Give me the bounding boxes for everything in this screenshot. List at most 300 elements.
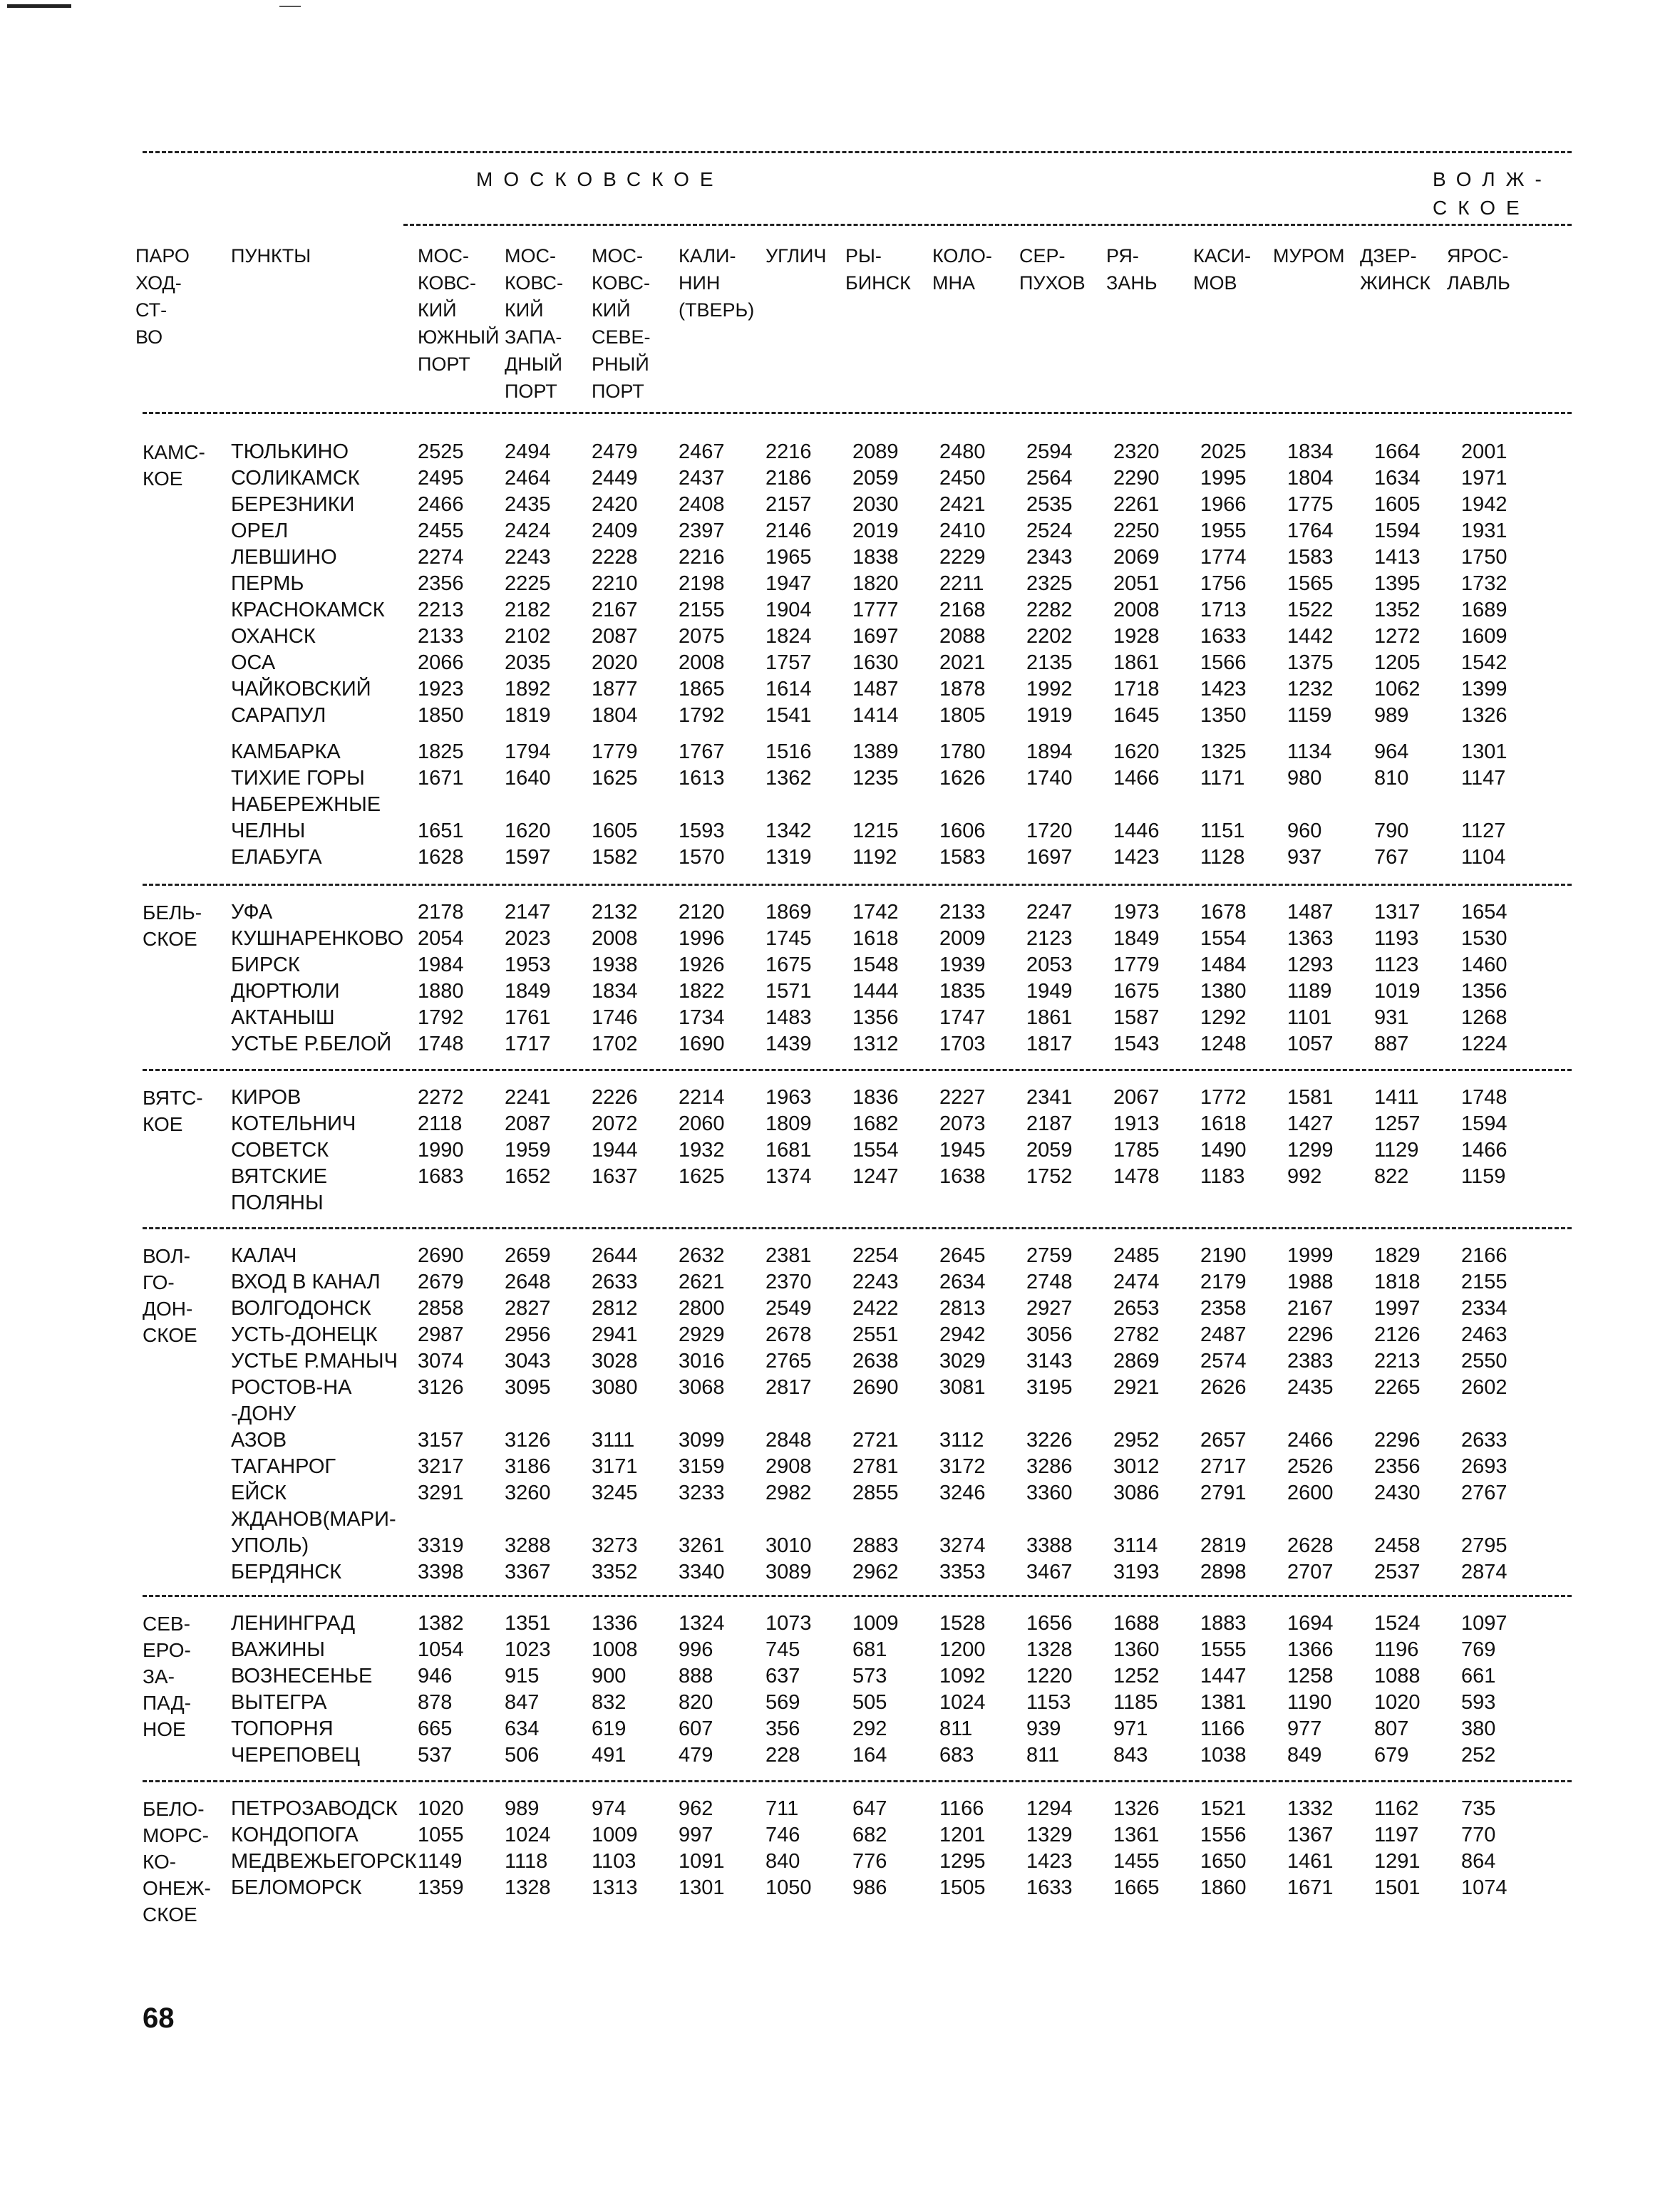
distance-cell: 1732	[1461, 572, 1507, 595]
distance-cell: 1395	[1374, 572, 1421, 595]
distance-cell: 1597	[505, 846, 551, 869]
distance-cell: 2817	[766, 1376, 812, 1399]
point-name: БЕЛОМОРСК	[231, 1876, 362, 1899]
section-rule	[143, 1069, 1572, 1071]
distance-cell: 1009	[852, 1612, 899, 1635]
distance-cell: 1747	[939, 1006, 986, 1029]
distance-cell: 3080	[592, 1376, 638, 1399]
distance-cell: 1555	[1200, 1638, 1247, 1661]
distance-cell: 1761	[505, 1006, 551, 1029]
table-row	[143, 1875, 1589, 1901]
table-row	[143, 1480, 1589, 1506]
distance-cell: 3086	[1113, 1482, 1160, 1504]
distance-cell: 2813	[939, 1297, 986, 1320]
distance-cell: 3143	[1026, 1350, 1073, 1373]
distance-cell: 2464	[505, 467, 551, 490]
table-row	[143, 703, 1589, 729]
distance-cell: 2987	[418, 1323, 464, 1346]
distance-cell: 1919	[1026, 704, 1073, 727]
distance-cell: 2167	[592, 599, 638, 621]
distance-cell: 1750	[1461, 546, 1507, 569]
distance-cell: 1423	[1113, 846, 1160, 869]
point-name: ОХАНСК	[231, 625, 316, 648]
distance-cell: 2250	[1113, 520, 1160, 542]
distance-cell: 537	[418, 1744, 453, 1767]
table-row	[143, 1637, 1589, 1663]
point-name: ВОЛГОДОНСК	[231, 1297, 371, 1320]
col-header-9: РЯ- ЗАНЬ	[1106, 245, 1158, 294]
distance-cell: 790	[1374, 820, 1409, 842]
distance-cell: 2463	[1461, 1323, 1507, 1346]
distance-cell: 2410	[939, 520, 986, 542]
distance-cell: 2075	[679, 625, 725, 648]
distance-cell: 661	[1461, 1665, 1496, 1688]
distance-cell: 2179	[1200, 1271, 1247, 1293]
col-header-13: ЯРОС- ЛАВЛЬ	[1447, 245, 1510, 294]
table-row	[143, 1085, 1589, 1111]
distance-cell: 1869	[766, 901, 812, 924]
distance-cell: 1834	[592, 980, 638, 1003]
distance-cell: 2653	[1113, 1297, 1160, 1320]
distance-cell: 2982	[766, 1482, 812, 1504]
distance-cell: 1654	[1461, 901, 1507, 924]
distance-cell: 1326	[1113, 1797, 1160, 1820]
distance-cell: 2023	[505, 927, 551, 950]
distance-cell: 2087	[592, 625, 638, 648]
distance-cell: 2795	[1461, 1534, 1507, 1557]
distance-cell: 2430	[1374, 1482, 1421, 1504]
point-name: ПЕРМЬ	[231, 572, 304, 595]
point-name: РОСТОВ-НА	[231, 1376, 352, 1399]
distance-cell: 1522	[1287, 599, 1334, 621]
distance-cell: 3089	[766, 1561, 812, 1583]
distance-cell: 767	[1374, 846, 1409, 869]
distance-cell: 1804	[1287, 467, 1334, 490]
distance-cell: 746	[766, 1824, 800, 1846]
distance-cell: 1220	[1026, 1665, 1073, 1688]
section-rule	[143, 1227, 1572, 1229]
table-row	[143, 1031, 1589, 1058]
table-row	[143, 1322, 1589, 1348]
distance-cell: 1478	[1113, 1165, 1160, 1188]
table-row	[143, 1822, 1589, 1849]
table-row	[143, 1427, 1589, 1454]
distance-cell: 1352	[1374, 599, 1421, 621]
distance-cell: 1324	[679, 1612, 725, 1635]
distance-cell: 1792	[679, 704, 725, 727]
distance-cell: 665	[418, 1717, 453, 1740]
table-row	[143, 1690, 1589, 1716]
distance-cell: 1313	[592, 1876, 638, 1899]
distance-cell: 2574	[1200, 1350, 1247, 1373]
table-row	[143, 765, 1589, 792]
distance-cell: 1883	[1200, 1612, 1247, 1635]
point-name: АЗОВ	[231, 1429, 287, 1452]
distance-cell: 2633	[1461, 1429, 1507, 1452]
point-name: УСТЬ-ДОНЕЦК	[231, 1323, 378, 1346]
distance-cell: 2782	[1113, 1323, 1160, 1346]
distance-cell: 2898	[1200, 1561, 1247, 1583]
distance-cell: 1363	[1287, 927, 1334, 950]
distance-cell: 745	[766, 1638, 800, 1661]
table-row	[143, 1849, 1589, 1875]
point-name: КРАСНОКАМСК	[231, 599, 385, 621]
distance-cell: 1389	[852, 740, 899, 763]
distance-cell: 1103	[592, 1850, 636, 1873]
distance-cell: 2480	[939, 440, 986, 463]
distance-cell: 776	[852, 1850, 887, 1873]
distance-cell: 3126	[418, 1376, 464, 1399]
distance-cell: 1697	[1026, 846, 1073, 869]
distance-cell: 1606	[939, 820, 986, 842]
distance-cell: 2420	[592, 493, 638, 516]
distance-cell: 2157	[766, 493, 812, 516]
distance-cell: 770	[1461, 1824, 1496, 1846]
distance-cell: 2707	[1287, 1561, 1334, 1583]
table-row	[143, 492, 1589, 518]
point-name: ДЮРТЮЛИ	[231, 980, 340, 1003]
distance-cell: 1767	[679, 740, 725, 763]
point-name: ТЮЛЬКИНО	[231, 440, 349, 463]
distance-cell: 1159	[1461, 1165, 1506, 1188]
table-row	[143, 1190, 1589, 1216]
distance-cell: 1328	[1026, 1638, 1073, 1661]
distance-cell: 1380	[1200, 980, 1247, 1003]
distance-cell: 1205	[1374, 651, 1421, 674]
distance-cell: 1792	[418, 1006, 464, 1029]
distance-cell: 1633	[1200, 625, 1247, 648]
distance-cell: 1091	[679, 1850, 725, 1873]
distance-cell: 3172	[939, 1455, 986, 1478]
distance-cell: 977	[1287, 1717, 1322, 1740]
distance-cell: 3467	[1026, 1561, 1073, 1583]
distance-cell: 1153	[1026, 1691, 1071, 1714]
distance-cell: 1171	[1200, 767, 1245, 790]
distance-cell: 2690	[852, 1376, 899, 1399]
distance-cell: 1878	[939, 678, 986, 701]
point-name: ЕЙСК	[231, 1482, 287, 1504]
distance-cell: 1877	[592, 678, 638, 701]
distance-cell: 1850	[418, 704, 464, 727]
distance-cell: 1829	[1374, 1244, 1421, 1267]
distance-cell: 2549	[766, 1297, 812, 1320]
distance-cell: 2537	[1374, 1561, 1421, 1583]
distance-cell: 1583	[1287, 546, 1334, 569]
distance-cell: 1999	[1287, 1244, 1334, 1267]
distance-cell: 164	[852, 1744, 887, 1767]
distance-cell: 292	[852, 1717, 887, 1740]
point-name: КАМБАРКА	[231, 740, 341, 763]
distance-cell: 2424	[505, 520, 551, 542]
distance-cell: 1822	[679, 980, 725, 1003]
distance-cell: 2166	[1461, 1244, 1507, 1267]
distance-cell: 1838	[852, 546, 899, 569]
table-row	[143, 1663, 1589, 1690]
distance-cell: 3081	[939, 1376, 986, 1399]
distance-cell: 971	[1113, 1717, 1148, 1740]
distance-cell: 2408	[679, 493, 725, 516]
distance-cell: 1671	[418, 767, 464, 790]
distance-cell: 1023	[505, 1638, 551, 1661]
distance-cell: 1748	[418, 1033, 464, 1055]
distance-cell: 1949	[1026, 980, 1073, 1003]
col-header-1: МОС- КОВС- КИЙ ЮЖНЫЙ ПОРТ	[418, 245, 500, 375]
distance-cell: 1342	[766, 820, 812, 842]
distance-cell: 1713	[1200, 599, 1247, 621]
distance-cell: 1215	[852, 820, 899, 842]
distance-cell: 1447	[1200, 1665, 1247, 1688]
distance-cell: 2025	[1200, 440, 1247, 463]
distance-cell: 1566	[1200, 651, 1247, 674]
distance-cell: 1460	[1461, 953, 1507, 976]
distance-cell: 3319	[418, 1534, 464, 1557]
col-header-4: КАЛИ- НИН (ТВЕРЬ)	[679, 245, 755, 321]
distance-cell: 1074	[1461, 1876, 1507, 1899]
distance-cell: 1774	[1200, 546, 1247, 569]
distance-cell: 2600	[1287, 1482, 1334, 1504]
distance-cell: 1678	[1200, 901, 1247, 924]
distance-cell: 2929	[679, 1323, 725, 1346]
distance-cell: 1301	[1461, 740, 1507, 763]
distance-cell: 3274	[939, 1534, 986, 1557]
distance-cell: 3195	[1026, 1376, 1073, 1399]
point-name: ЛЕНИНГРАД	[231, 1612, 356, 1635]
header-bottom-rule	[143, 412, 1572, 414]
distance-cell: 1593	[679, 820, 725, 842]
distance-cell: 2059	[852, 467, 899, 490]
distance-cell: 1024	[939, 1691, 986, 1714]
distance-cell: 2381	[766, 1244, 812, 1267]
region-label: БЕЛО- МОРС- КО- ОНЕЖ- СКОЕ	[143, 1798, 211, 1926]
distance-cell: 1088	[1374, 1665, 1421, 1688]
distance-cell: 1104	[1461, 846, 1506, 869]
distance-cell: 647	[852, 1797, 887, 1820]
distance-cell: 888	[679, 1665, 713, 1688]
distance-cell: 619	[592, 1717, 627, 1740]
distance-cell: 2102	[505, 625, 551, 648]
distance-cell: 1923	[418, 678, 464, 701]
distance-cell: 887	[1374, 1033, 1409, 1055]
table-row	[143, 978, 1589, 1005]
distance-cell: 1931	[1461, 520, 1507, 542]
distance-cell: 2941	[592, 1323, 638, 1346]
distance-cell: 607	[679, 1717, 713, 1740]
distance-cell: 1554	[1200, 927, 1247, 950]
distance-cell: 491	[592, 1744, 627, 1767]
distance-cell: 3029	[939, 1350, 986, 1373]
distance-cell: 878	[418, 1691, 453, 1714]
distance-cell: 1824	[766, 625, 812, 648]
distance-cell: 3186	[505, 1455, 551, 1478]
distance-cell: 2118	[418, 1112, 463, 1135]
distance-cell: 2956	[505, 1323, 551, 1346]
distance-cell: 931	[1374, 1006, 1409, 1029]
distance-cell: 2494	[505, 440, 551, 463]
distance-cell: 1947	[766, 572, 812, 595]
distance-cell: 2397	[679, 520, 725, 542]
distance-cell: 1024	[505, 1824, 551, 1846]
distance-cell: 960	[1287, 820, 1322, 842]
distance-cell: 3112	[939, 1429, 984, 1452]
distance-cell: 2526	[1287, 1455, 1334, 1478]
distance-cell: 2341	[1026, 1086, 1073, 1109]
point-name: КОНДОПОГА	[231, 1824, 359, 1846]
distance-cell: 2282	[1026, 599, 1073, 621]
distance-cell: 679	[1374, 1744, 1409, 1767]
table-row	[143, 1611, 1589, 1637]
distance-cell: 2272	[418, 1086, 464, 1109]
distance-cell: 1268	[1461, 1006, 1507, 1029]
distance-cell: 3340	[679, 1561, 725, 1583]
region-label: КАМС- КОЕ	[143, 441, 205, 490]
distance-cell: 1945	[939, 1139, 986, 1162]
point-name: УСТЬЕ Р.БЕЛОЙ	[231, 1033, 392, 1055]
distance-cell: 1785	[1113, 1139, 1160, 1162]
table-row	[143, 844, 1589, 871]
distance-cell: 1720	[1026, 820, 1073, 842]
distance-cell: 2812	[592, 1297, 638, 1320]
distance-cell: 593	[1461, 1691, 1496, 1714]
distance-cell: 1483	[766, 1006, 812, 1029]
table-row	[143, 739, 1589, 765]
table-row	[143, 818, 1589, 844]
distance-cell: 1938	[592, 953, 638, 976]
distance-cell: 2466	[418, 493, 464, 516]
distance-cell: 1834	[1287, 440, 1334, 463]
distance-cell: 3260	[505, 1482, 551, 1504]
distance-cell: 682	[852, 1824, 887, 1846]
distance-cell: 1147	[1461, 767, 1506, 790]
col-header-7: КОЛО- МНА	[932, 245, 992, 294]
table-row	[143, 1164, 1589, 1190]
distance-cell: 1703	[939, 1033, 986, 1055]
distance-cell: 2155	[679, 599, 725, 621]
distance-cell: 1350	[1200, 704, 1247, 727]
distance-cell: 2921	[1113, 1376, 1160, 1399]
distance-cell: 2008	[592, 927, 638, 950]
distance-cell: 3068	[679, 1376, 725, 1399]
distance-cell: 1963	[766, 1086, 812, 1109]
table-row	[143, 1401, 1589, 1427]
distance-cell: 1625	[679, 1165, 725, 1188]
distance-cell: 3367	[505, 1561, 551, 1583]
distance-cell: 1362	[766, 767, 812, 790]
table-row	[143, 597, 1589, 624]
distance-cell: 3360	[1026, 1482, 1073, 1504]
distance-cell: 1196	[1374, 1638, 1419, 1661]
distance-cell: 2146	[766, 520, 812, 542]
distance-cell: 2059	[1026, 1139, 1073, 1162]
point-name: СОВЕТСК	[231, 1139, 329, 1162]
distance-cell: 2334	[1461, 1297, 1507, 1320]
distance-cell: 1548	[852, 953, 899, 976]
table-row	[143, 1375, 1589, 1401]
distance-cell: 2962	[852, 1561, 899, 1583]
distance-cell: 1020	[1374, 1691, 1421, 1714]
point-name: АКТАНЫШ	[231, 1006, 335, 1029]
distance-cell: 3028	[592, 1350, 638, 1373]
distance-cell: 1819	[505, 704, 551, 727]
distance-cell: 1455	[1113, 1850, 1160, 1873]
distance-cell: 2409	[592, 520, 638, 542]
point-name: ЧЕРЕПОВЕЦ	[231, 1744, 360, 1767]
table-row	[143, 1533, 1589, 1559]
distance-cell: 1988	[1287, 1271, 1334, 1293]
distance-cell: 2659	[505, 1244, 551, 1267]
distance-cell: 1581	[1287, 1086, 1334, 1109]
distance-cell: 2009	[939, 927, 986, 950]
distance-cell: 1292	[1200, 1006, 1247, 1029]
distance-cell: 3043	[505, 1350, 551, 1373]
distance-cell: 2254	[852, 1244, 899, 1267]
distance-cell: 1351	[505, 1612, 551, 1635]
distance-cell: 1775	[1287, 493, 1334, 516]
table-row	[143, 1111, 1589, 1137]
distance-cell: 1062	[1374, 678, 1421, 701]
table-row	[143, 1296, 1589, 1322]
distance-cell: 1939	[939, 953, 986, 976]
distance-cell: 1865	[679, 678, 725, 701]
distance-cell: 3388	[1026, 1534, 1073, 1557]
distance-cell: 2717	[1200, 1455, 1247, 1478]
distance-cell: 1200	[939, 1638, 986, 1661]
region-label: БЕЛЬ- СКОЕ	[143, 901, 202, 950]
distance-cell: 1570	[679, 846, 725, 869]
distance-cell: 1332	[1287, 1797, 1334, 1820]
distance-cell: 1055	[418, 1824, 464, 1846]
distance-cell: 1742	[852, 901, 899, 924]
distance-cell: 2133	[418, 625, 464, 648]
distance-cell: 986	[852, 1876, 887, 1899]
distance-cell: 1820	[852, 572, 899, 595]
distance-cell: 1752	[1026, 1165, 1073, 1188]
distance-cell: 1772	[1200, 1086, 1247, 1109]
distance-cell: 2120	[679, 901, 725, 924]
distance-cell: 3246	[939, 1482, 986, 1504]
point-name: ТОПОРНЯ	[231, 1717, 334, 1740]
col-header-3: МОС- КОВС- КИЙ СЕВЕ- РНЫЙ ПОРТ	[592, 245, 651, 402]
distance-cell: 1594	[1374, 520, 1421, 542]
distance-cell: 1127	[1461, 820, 1506, 842]
distance-cell: 3016	[679, 1350, 725, 1373]
distance-cell: 2168	[939, 599, 986, 621]
distance-cell: 1123	[1374, 953, 1419, 976]
col-header-10: КАСИ- МОВ	[1193, 245, 1252, 294]
table-row	[143, 1454, 1589, 1480]
distance-cell: 1928	[1113, 625, 1160, 648]
distance-cell: 2265	[1374, 1376, 1421, 1399]
distance-cell: 2435	[1287, 1376, 1334, 1399]
distance-cell: 573	[852, 1665, 887, 1688]
distance-cell: 1996	[679, 927, 725, 950]
distance-cell: 1664	[1374, 440, 1421, 463]
distance-cell: 2435	[505, 493, 551, 516]
distance-cell: 1794	[505, 740, 551, 763]
distance-cell: 3074	[418, 1350, 464, 1373]
distance-cell: 2213	[418, 599, 464, 621]
distance-cell: 915	[505, 1665, 540, 1688]
col-header-11: МУРОМ	[1273, 245, 1345, 267]
distance-cell: 1992	[1026, 678, 1073, 701]
distance-cell: 683	[939, 1744, 974, 1767]
distance-cell: 1835	[939, 980, 986, 1003]
distance-cell: 1427	[1287, 1112, 1334, 1135]
distance-cell: 252	[1461, 1744, 1496, 1767]
distance-cell: 1446	[1113, 820, 1160, 842]
distance-cell: 2602	[1461, 1376, 1507, 1399]
distance-cell: 1818	[1374, 1271, 1421, 1293]
distance-cell: 2644	[592, 1244, 638, 1267]
